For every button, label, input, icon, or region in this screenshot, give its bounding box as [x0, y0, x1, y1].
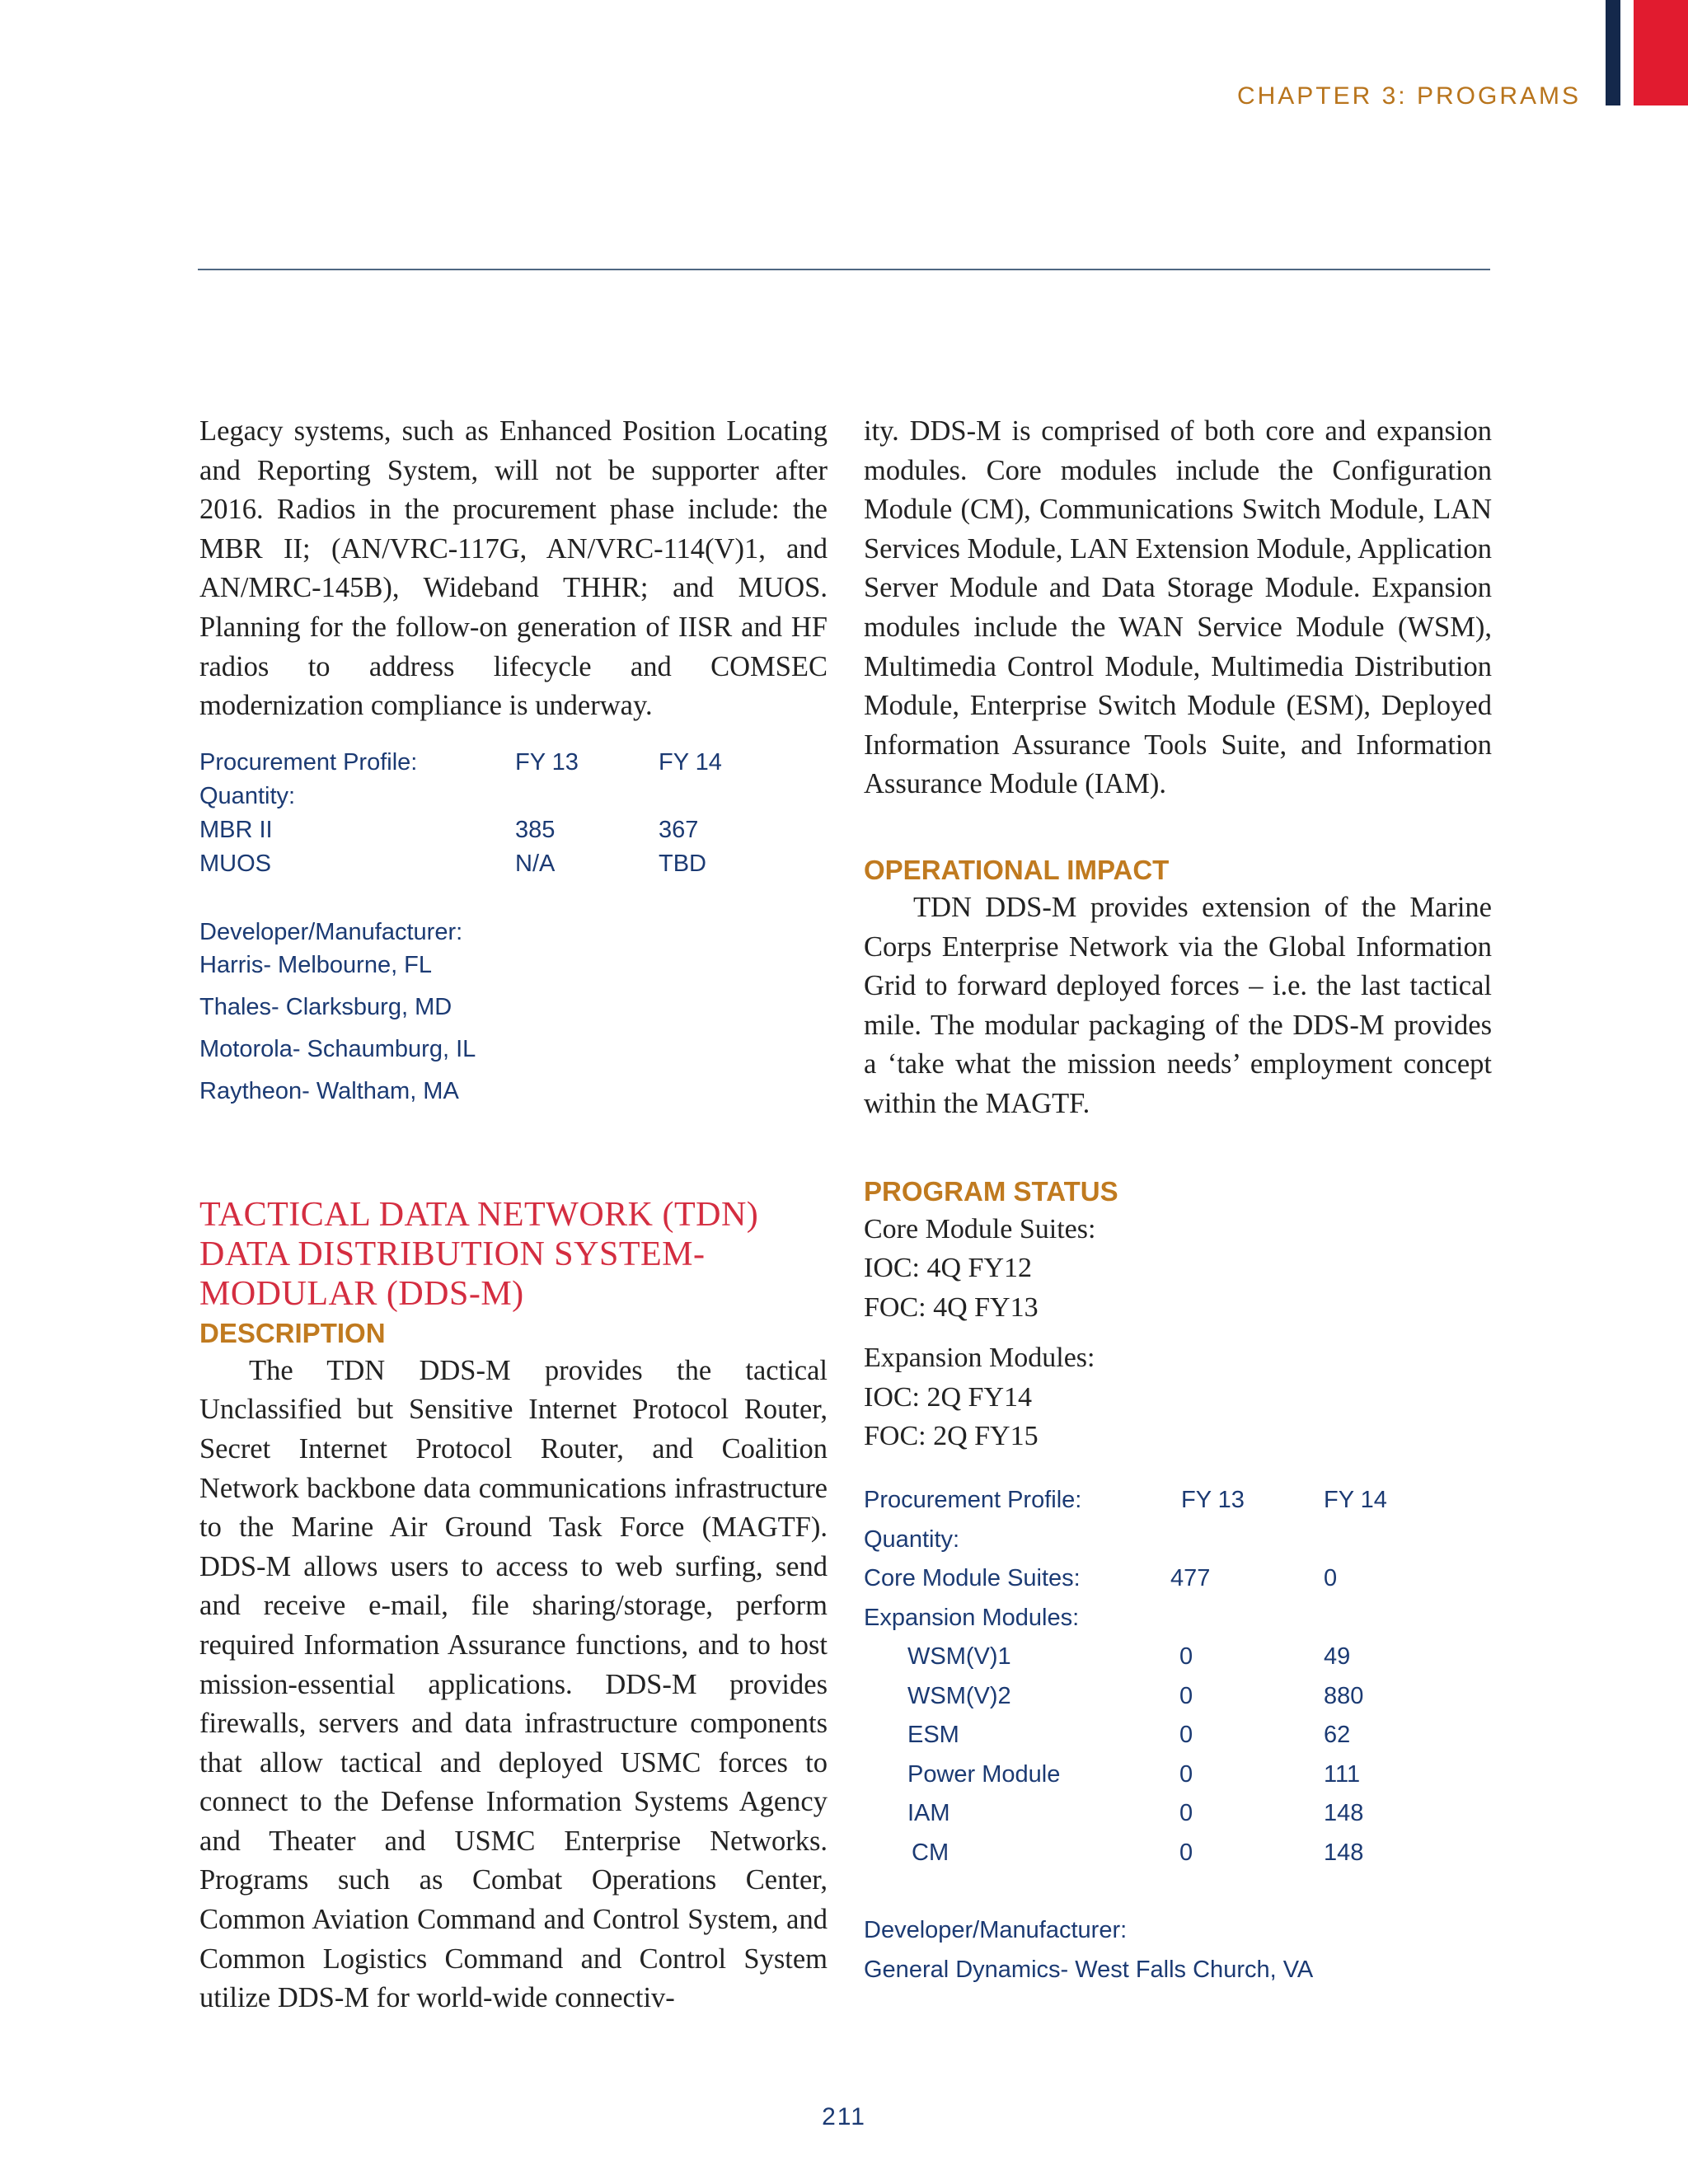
procurement-label: Procurement Profile: — [864, 1487, 1082, 1514]
table-row — [199, 847, 828, 881]
ddsm-procurement-table — [864, 1481, 1492, 1872]
list-item: Raytheon- Waltham, MA — [199, 1077, 459, 1104]
row-fy14: 148 — [1324, 1839, 1364, 1866]
expansion-label: Expansion Modules: — [864, 1604, 1080, 1631]
fy13-header: FY 13 — [1181, 1487, 1245, 1514]
chapter-header: CHAPTER 3: PROGRAMS — [1236, 82, 1581, 110]
fy14-header: FY 14 — [1324, 1487, 1387, 1514]
procurement-header-row — [199, 746, 828, 780]
row-fy14: 367 — [659, 816, 699, 843]
table-row — [864, 1755, 1492, 1795]
developer-label: Developer/Manufacturer: — [864, 1917, 1128, 1944]
table-row — [864, 1794, 1492, 1834]
list-item: Thales- Clarksburg, MD — [199, 993, 452, 1020]
table-row — [864, 1677, 1492, 1717]
row-fy14: 49 — [1324, 1643, 1351, 1671]
procurement-header-row — [864, 1481, 1492, 1521]
row-name: MBR II — [199, 816, 273, 843]
row-name: IAM — [907, 1800, 950, 1827]
row-fy13: 477 — [1170, 1565, 1211, 1592]
status-line: IOC: 4Q FY12 — [864, 1253, 1033, 1284]
row-fy14: 880 — [1324, 1682, 1364, 1709]
list-item: Harris- Melbourne, FL — [199, 951, 433, 978]
operational-paragraph: TDN DDS-M provides extension of the Marine Corps Enterprise Network via the Global Information Grid to forward deployed forces – i.e. the last tactical mile. The modular packaging of the DDS-M provides a ‘take what the mission needs’ employment concept within the MAGTF. — [864, 891, 1492, 1119]
quantity-row — [199, 780, 828, 813]
row-fy13: 0 — [1179, 1760, 1193, 1788]
radio-procurement-table — [199, 746, 828, 881]
status-group-title: Core Module Suites: — [864, 1213, 1096, 1244]
row-fy14: 148 — [1324, 1800, 1364, 1827]
row-fy13: 0 — [1179, 1722, 1193, 1749]
table-row — [864, 1559, 1492, 1599]
row-name: Power Module — [907, 1760, 1061, 1788]
expansion-label-row — [864, 1599, 1492, 1638]
status-group — [864, 1338, 1492, 1456]
table-row — [864, 1716, 1492, 1755]
flag-stripe-navy — [1606, 0, 1620, 105]
row-fy13: 0 — [1179, 1682, 1193, 1709]
title-line: DATA DISTRIBUTION SYSTEM- — [199, 1235, 706, 1273]
description-paragraph: The TDN DDS-M provides the tactical Unclassified but Sensitive Internet Protocol Router, Secret Internet Protocol Router, and Coalition Network backbone data communications infrastructure to the Marine Air Ground Task Force (MAGTF). DDS-M allows users to access to web surfing, send and receive e-mail, file sharing/storage, perform required Information Assurance functions, and to host mission-essential applications. DDS-M provides firewalls, servers and data infrastructure components that allow tactical and deployed USMC forces to connect to the Defense Information Systems Agency and Theater and USMC Enterprise Networks. Programs such as Combat Operations Center, Common Aviation Command and Control System, and Common Logistics Command and Control System utilize DDS-M for world-wide connectiv- — [199, 1354, 828, 2014]
program-status-heading: PROGRAM STATUS — [864, 1175, 1118, 1207]
row-name: WSM(V)2 — [907, 1682, 1011, 1709]
fy14-header: FY 14 — [659, 748, 722, 776]
ddsm-developer — [864, 1911, 1492, 1990]
description-heading: DESCRIPTION — [199, 1317, 386, 1348]
row-name: CM — [912, 1839, 950, 1866]
right-column — [864, 412, 1492, 1990]
intro-paragraph: Legacy systems, such as Enhanced Position Locating and Reporting System, will not be supporter after 2016. Radios in the procurement phase include: the MBR II; (AN/VRC-117G, AN/VRC-114(V)1, and AN/MRC-145B), Wideband THHR; and MUOS. Planning for the follow-on generation of IISR and HF radios to address lifecycle and COMSEC modernization compliance is underway. — [199, 415, 828, 722]
developer-item: General Dynamics- West Falls Church, VA — [864, 1956, 1314, 1983]
section-title — [199, 1195, 828, 1314]
row-fy14: 62 — [1324, 1722, 1351, 1749]
status-line: FOC: 4Q FY13 — [864, 1291, 1039, 1323]
row-name: Core Module Suites: — [864, 1565, 1081, 1592]
quantity-label: Quantity: — [864, 1526, 960, 1553]
row-fy13: 0 — [1179, 1643, 1193, 1671]
continued-paragraph: ity. DDS-M is comprised of both core and expansion modules. Core modules include the Configuration Module (CM), Communications Switch Module, LAN Services Module, LAN Extension Module, Application Server Module and Data Storage Module. Expansion modules include the WAN Service Module (WSM), Multimedia Control Module, Multimedia Distribution Module, Enterprise Switch Module (ESM), Deployed Information Assurance Tools Suite, and Information Assurance Module (IAM). — [864, 415, 1492, 800]
fy13-header: FY 13 — [515, 748, 579, 776]
row-fy13: N/A — [515, 850, 556, 877]
row-fy14: 0 — [1324, 1565, 1338, 1592]
row-fy13: 0 — [1179, 1839, 1193, 1866]
developer-label: Developer/Manufacturer: — [199, 918, 463, 945]
list-item: Motorola- Schaumburg, IL — [199, 1035, 476, 1062]
table-row — [864, 1834, 1492, 1873]
row-fy13: 0 — [1179, 1800, 1193, 1827]
operational-impact-heading: OPERATIONAL IMPACT — [864, 854, 1170, 885]
row-name: WSM(V)1 — [907, 1643, 1011, 1671]
procurement-label: Procurement Profile: — [199, 748, 418, 776]
title-line: MODULAR (DDS-M) — [199, 1274, 524, 1313]
quantity-label: Quantity: — [199, 782, 296, 809]
status-line: FOC: 2Q FY15 — [864, 1421, 1039, 1452]
flag-stripe-red — [1634, 0, 1688, 105]
page-number: 211 — [822, 2103, 866, 2130]
title-line: TACTICAL DATA NETWORK (TDN) — [199, 1195, 759, 1234]
status-line: IOC: 2Q FY14 — [864, 1381, 1033, 1413]
quantity-row — [864, 1521, 1492, 1560]
header-rule — [198, 269, 1490, 270]
table-row — [864, 1638, 1492, 1677]
status-group — [864, 1210, 1492, 1328]
row-name: MUOS — [199, 850, 271, 877]
row-name: ESM — [907, 1722, 959, 1749]
developer-list — [199, 916, 828, 1108]
table-row — [199, 813, 828, 847]
row-fy13: 385 — [515, 816, 556, 843]
row-fy14: TBD — [659, 850, 706, 877]
row-fy14: 111 — [1324, 1760, 1361, 1788]
left-column — [199, 412, 828, 2018]
status-group-title: Expansion Modules: — [864, 1343, 1095, 1374]
